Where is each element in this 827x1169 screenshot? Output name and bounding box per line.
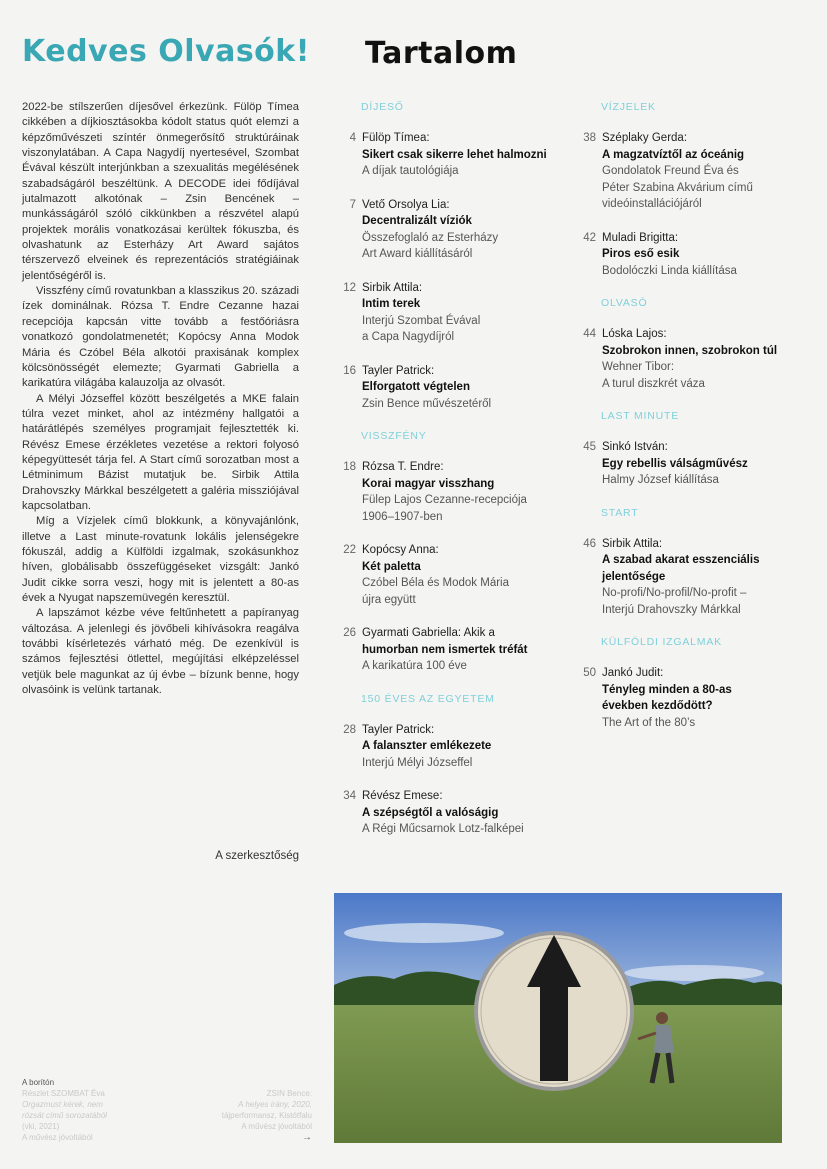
toc-entry (570, 536, 805, 619)
cover-credit-line: rózsát című sorozatából (22, 1111, 107, 1120)
toc-headline: A magzatvíztől az óceánig (602, 148, 745, 161)
toc-page-number: 42 (583, 231, 596, 244)
toc-section-heading: KÜLFÖLDI IZGALMAK (601, 636, 722, 648)
toc-headline: Szobrokon innen, szobrokon túl (602, 344, 778, 357)
performance-photo-image (334, 893, 782, 1143)
toc-entry (330, 197, 570, 263)
toc-page-number: 4 (349, 132, 356, 144)
toc-subtitle: No-profi/No-profil/No-profit – (602, 587, 747, 599)
toc-subtitle: Bodolóczki Linda kiállítása (602, 264, 737, 277)
cover-credit-line: (vki, 2021) (22, 1122, 60, 1131)
toc-author: Tayler Patrick: (362, 364, 435, 377)
toc-subtitle: Czóbel Béla és Modok Mária (362, 577, 510, 589)
toc-entry (330, 542, 570, 608)
toc-section-heading: START (601, 506, 639, 519)
toc-page-number: 12 (343, 281, 356, 294)
toc-subtitle: A díjak tautológiája (362, 165, 459, 177)
toc-headline: Elforgatott végtelen (362, 381, 470, 393)
toc-author: Lóska Lajos: (602, 328, 667, 340)
toc-author: Sinkó István: (602, 441, 668, 453)
toc-author: Vető Orsolya Lia: (362, 198, 450, 211)
toc-headline: Tényleg minden a 80-as (602, 683, 732, 696)
toc-author: Rózsa T. Endre: (362, 461, 444, 473)
toc-headline: A szépségtől a valóságig (362, 806, 499, 819)
toc-headline: Két paletta (362, 560, 421, 573)
toc-author: Kopócsy Anna: (362, 544, 439, 556)
editorial-paragraph: 2022-be stílszerűen díjesővel érkezünk. Fülöp Tímea cikkében a díjkiosztásokba kódolt status quót elemzi a képzőművészeti színtér önmegerősítő struktúráinak viszonylatában. A Capa Nagydíj nyertesével, Szombat Évával készült interjúnkban a szexualitás megélésének szabadságáról beszéltünk. A DECODE idei fődíjával jutalmazott alkotónak – Zsin Bencének – munkásságáról szóló cikkünkben a részvétel alapú projektek morális vonatkozásai kerültek fókuszba, és olvashatunk az Esterházy Art Award sajátos térszervező elveinek és reprezentációs stratégiáinak jelentőségéről is. (22, 101, 299, 282)
toc-section-heading: 150 ÉVES AZ EGYETEM (361, 692, 495, 705)
toc-headline: A szabad akarat esszenciális (602, 554, 760, 566)
toc-subtitle: Gondolatok Freund Éva és (602, 165, 739, 177)
toc-subtitle: A Régi Műcsarnok Lotz-falképei (362, 823, 524, 835)
toc-subtitle: Zsin Bence művészetéről (362, 397, 492, 410)
toc-page-number: 22 (343, 544, 356, 556)
toc-subtitle: A karikatúra 100 éve (362, 660, 467, 672)
toc-column-right (570, 100, 805, 748)
toc-headline: Egy rebellis válságművész (602, 457, 748, 470)
toc-subtitle: A turul diszkrét váza (602, 377, 705, 390)
photo-credit (170, 1088, 312, 1143)
toc-subtitle: a Capa Nagydíjról (362, 331, 455, 343)
photo-credit-line: ZSIN Bence: (266, 1089, 312, 1098)
toc-entry (330, 459, 570, 525)
toc-author: Tayler Patrick: (362, 723, 435, 736)
toc-subtitle: Fülep Lajos Cezanne-recepciója (362, 494, 527, 506)
toc-page-number: 26 (343, 627, 356, 639)
toc-author: Révész Emese: (362, 790, 443, 802)
toc-entry (330, 363, 570, 413)
toc-entry (570, 130, 805, 213)
toc-page-number: 50 (583, 667, 596, 679)
toc-entry (570, 439, 805, 489)
arrow-right-icon: → (302, 1132, 312, 1143)
toc-column-left (330, 100, 570, 855)
toc-entry (330, 280, 570, 346)
toc-author: Sirbik Attila: (602, 537, 663, 550)
cover-credit-line: A művész jóvoltából (22, 1133, 93, 1142)
toc-headline: jelentősége (602, 570, 666, 583)
toc-author: Jankó Judit: (602, 667, 664, 679)
toc-page-number: 7 (349, 198, 356, 211)
editorial-text (22, 100, 299, 698)
toc-section-heading: OLVASÓ (601, 297, 648, 309)
toc-entry (330, 722, 570, 772)
toc-section-heading: VÍZJELEK (601, 101, 656, 113)
cover-credit-lead: A borítón (22, 1078, 55, 1087)
toc-headline: humorban nem ismertek tréfát (362, 643, 528, 656)
toc-subtitle: videóinstallációjáról (602, 198, 702, 210)
toc-subtitle: 1906–1907-ben (362, 510, 443, 523)
toc-author: Fülöp Tímea: (362, 132, 430, 144)
toc-subtitle: Wehner Tibor: (602, 361, 675, 373)
toc-section-heading: DÍJESŐ (361, 101, 404, 113)
toc-section-heading: LAST MINUTE (601, 410, 680, 422)
toc-subtitle: The Art of the 80’s (602, 716, 696, 729)
toc-page-number: 45 (583, 441, 596, 453)
toc-author: Sirbik Attila: (362, 281, 423, 294)
toc-entry (330, 130, 570, 180)
editorial-title: Kedves Olvasók! (22, 34, 310, 69)
editorial-paragraph: Míg a Vízjelek című blokkunk, a könyvajánlónk, illetve a Last minute-rovatunk lokális jelenségekre fókuszál, addig a Külföldi izgalmak, szokásunkhoz híven, globálisabb összefüggéseket vizsgált: Jankó Judit cikke sorra veszi, hogy mit is jelentett a 80-as évek a Nyugat napszemüvegén keresztül. (22, 515, 299, 604)
toc-page-number: 38 (583, 132, 596, 144)
toc-headline: A falanszter emlékezete (362, 740, 492, 752)
toc-author: Gyarmati Gabriella: Akik a (362, 627, 495, 639)
toc-entry (330, 788, 570, 838)
toc-page-number: 18 (343, 461, 356, 473)
toc-entry (570, 230, 805, 280)
editorial-paragraph: A lapszámot kézbe véve feltűnhetett a papíranyag változása. A jelenlegi és jövőbeli kihívásokra reagálva további kísérletezés várható még. De ezenkívül is számos fejlesztési ötlettel, megújítási elképzeléssel vetjük bele magunkat az új évbe – bízunk benne, hogy olvasóink is velünk tartanak. (22, 607, 299, 697)
toc-page-number: 46 (583, 537, 596, 550)
cover-credit (22, 1077, 152, 1143)
editorial-paragraph: Visszfény című rovatunkban a klasszikus 20. századi ízek dominálnak. Rózsa T. Endre Cezanne hazai recepciója kapcsán vitte tovább a festőóriásra vonatkozó gondolatmenetét; Kopócsy Anna Modok Mária és Czóbel Béla alkotói praxisának komplex kölcsönösségét elemezte; Gyarmati Gabriella a karikatúra világába kalauzolja az olvasót. (22, 285, 299, 390)
toc-subtitle: Összefoglaló az Esterházy (362, 231, 499, 244)
toc-entry (570, 665, 805, 731)
toc-title: Tartalom (365, 36, 518, 71)
toc-headline: években kezdődött? (602, 700, 713, 712)
toc-entry (570, 326, 805, 392)
photo-credit-line: tájperformansz, Kistótfalu (221, 1111, 312, 1120)
toc-headline: Piros eső esik (602, 248, 680, 260)
toc-headline: Decentralizált víziók (362, 215, 472, 227)
toc-subtitle: Interjú Drahovszky Márkkal (602, 603, 741, 616)
toc-author: Muladi Brigitta: (602, 231, 679, 244)
toc-subtitle: Interjú Szombat Évával (362, 314, 481, 327)
toc-headline: Sikert csak sikerre lehet halmozni (362, 148, 547, 161)
toc-author: Széplaky Gerda: (602, 132, 688, 144)
toc-subtitle: Art Award kiállításáról (362, 248, 473, 260)
cover-photo (334, 893, 782, 1143)
cover-credit-line: Orgazmust kérek, nem (22, 1100, 103, 1109)
photo-credit-line: A helyes irány, 2020, (238, 1100, 312, 1109)
toc-page-number: 16 (343, 364, 356, 377)
toc-headline: Intim terek (362, 298, 421, 310)
cover-credit-line: Részlet SZOMBAT Éva (22, 1089, 105, 1098)
toc-subtitle: Péter Szabina Akvárium című (602, 181, 753, 194)
photo-credit-line: A művész jóvoltából (241, 1122, 312, 1131)
toc-page-number: 28 (343, 723, 356, 736)
editorial-signature: A szerkesztőség (215, 850, 299, 862)
toc-page-number: 44 (583, 328, 596, 340)
toc-section-heading: VISSZFÉNY (361, 430, 427, 442)
toc-subtitle: újra együtt (362, 593, 416, 606)
toc-subtitle: Interjú Mélyi Józseffel (362, 756, 473, 769)
editorial-paragraph: A Mélyi Józseffel között beszélgetés a MKE falain túlra vezet minket, ahol az intézmény hallgatói a határátlépés személyes programjait fejlesztették ki. Révész Emese érzékletes vezetése a rektori folyosó képegyüttesét tárja fel. A Start című sorozatban most a Létminimum Bázist mutatjuk be. Sirbik Attila Drahovszky Márkkal beszélgetett a galéria missziójával kapcsolatban. (22, 392, 299, 512)
toc-entry (330, 625, 570, 675)
toc-headline: Korai magyar visszhang (362, 477, 495, 490)
toc-page-number: 34 (343, 790, 356, 802)
toc-subtitle: Halmy József kiállítása (602, 474, 719, 486)
